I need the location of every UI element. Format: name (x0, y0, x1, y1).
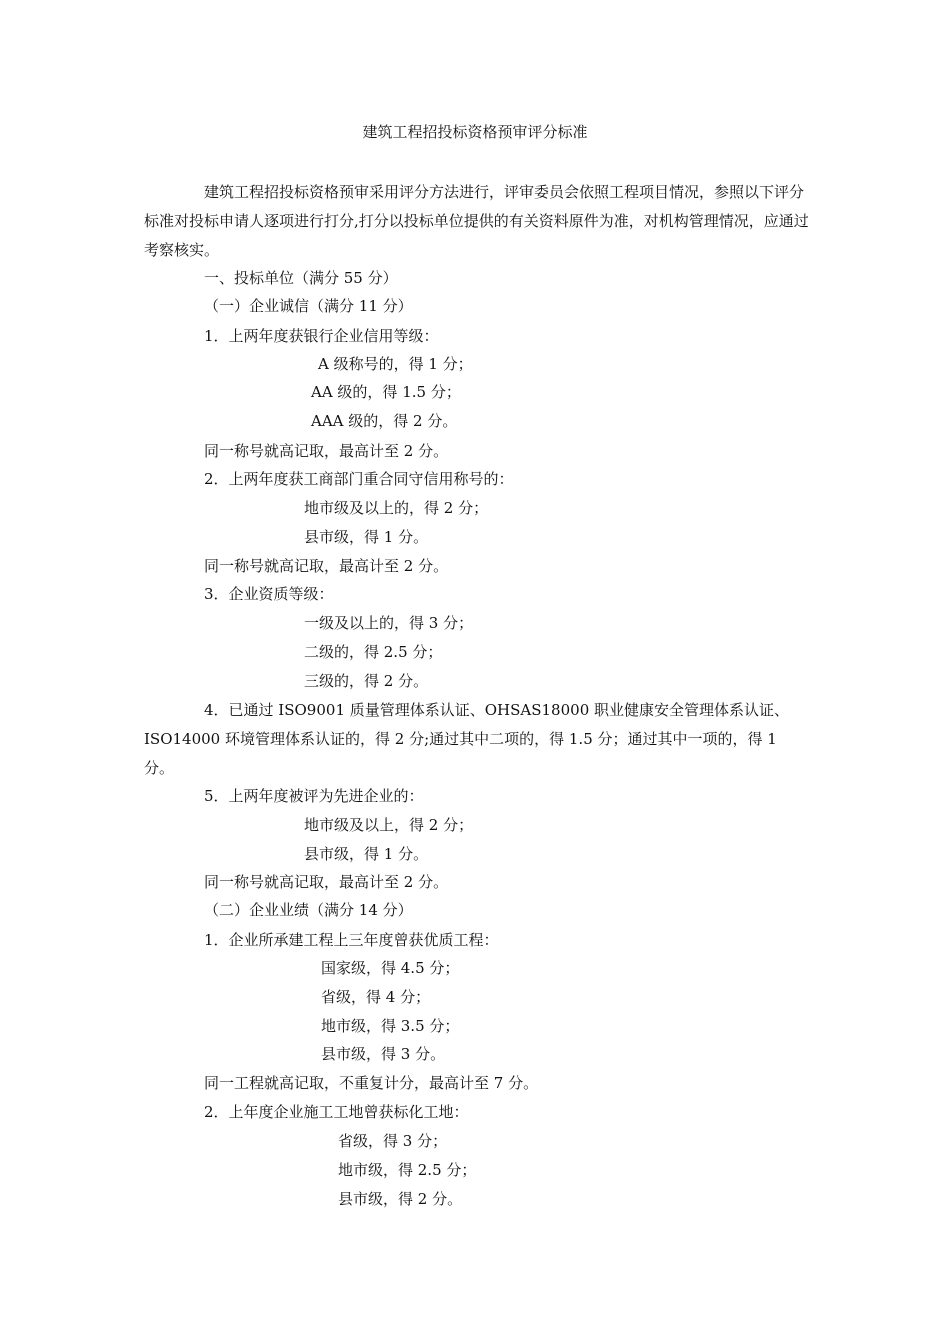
item-heading: 3．企业资质等级： (204, 585, 334, 603)
score-line: 县市级，得 3 分。 (321, 1045, 446, 1063)
subsection-heading: （一）企业诚信（满分 11 分） (204, 297, 413, 315)
item-heading: 2．上两年度获工商部门重合同守信用称号的： (204, 470, 514, 488)
section-heading: 一、投标单位（满分 55 分） (204, 269, 398, 287)
score-line: 一级及以上的，得 3 分； (304, 614, 474, 632)
item-heading: 1．企业所承建工程上三年度曾获优质工程： (204, 931, 499, 949)
score-line: 地市级及以上的，得 2 分； (304, 499, 489, 517)
score-line: 国家级，得 4.5 分； (321, 959, 460, 977)
score-line: 县市级，得 2 分。 (338, 1190, 463, 1208)
rule-note: 同一称号就高记取，最高计至 2 分。 (204, 557, 449, 575)
score-line: 地市级，得 3.5 分； (321, 1017, 460, 1035)
document-title: 建筑工程招投标资格预审评分标准 (362, 123, 588, 141)
score-line: 地市级及以上，得 2 分； (304, 816, 474, 834)
rule-note: 同一称号就高记取，最高计至 2 分。 (204, 873, 449, 891)
rule-note: 同一称号就高记取，最高计至 2 分。 (204, 442, 449, 460)
score-line: AA 级的，得 1.5 分； (311, 383, 461, 401)
subsection-heading: （二）企业业绩（满分 14 分） (204, 901, 413, 919)
score-line: AAA 级的，得 2 分。 (311, 412, 458, 430)
score-line: 地市级，得 2.5 分； (338, 1161, 477, 1179)
score-line: 省级，得 3 分； (338, 1132, 448, 1150)
score-line: 县市级，得 1 分。 (304, 845, 429, 863)
intro-paragraph: 建筑工程招投标资格预审采用评分方法进行，评审委员会依照工程项目情况，参照以下评分标准对投标申请人逐项进行打分,打分以投标单位提供的有关资料原件为准，对机构管理情况，应通过考察核实。 (144, 183, 809, 259)
item-heading: 1．上两年度获银行企业信用等级： (204, 327, 439, 345)
item-heading: 2．上年度企业施工工地曾获标化工地： (204, 1103, 469, 1121)
score-line: 三级的，得 2 分。 (304, 672, 429, 690)
score-line: 省级，得 4 分； (321, 988, 431, 1006)
item-paragraph: 4．已通过 ISO9001 质量管理体系认证、OHSAS18000 职业健康安全管理体系认证、ISO14000 环境管理体系认证的，得 2 分;通过其中二项的，得 1.5 分；通过其中一项的，得 1 分。 (144, 701, 790, 777)
rule-note: 同一工程就高记取，不重复计分，最高计至 7 分。 (204, 1074, 539, 1092)
score-line: A 级称号的，得 1 分； (318, 355, 473, 373)
score-line: 县市级，得 1 分。 (304, 528, 429, 546)
score-line: 二级的，得 2.5 分； (304, 643, 443, 661)
item-heading: 5．上两年度被评为先进企业的： (204, 787, 424, 805)
